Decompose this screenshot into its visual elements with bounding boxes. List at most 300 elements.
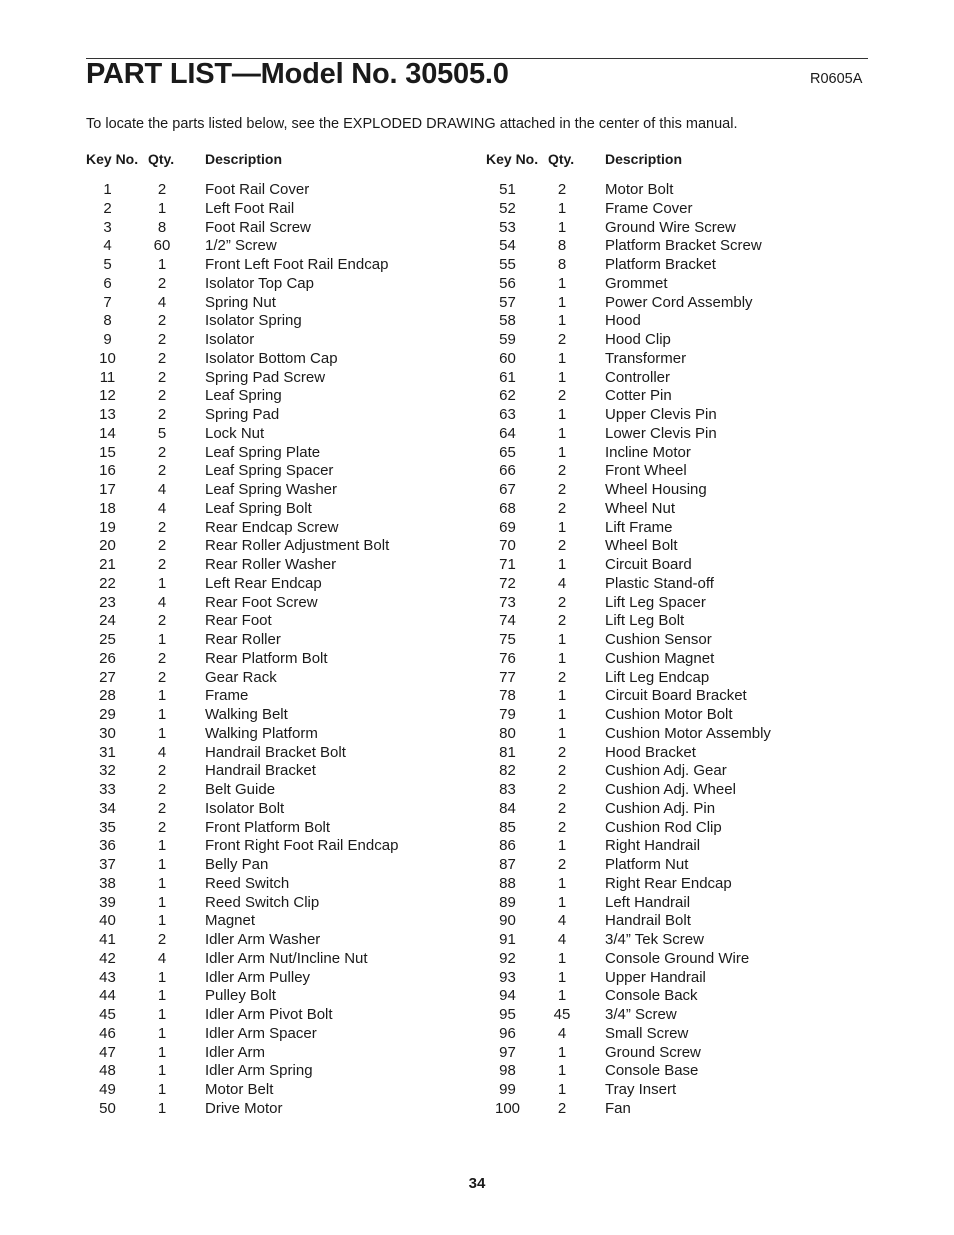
part-key-number: 10 <box>99 349 116 367</box>
part-key-number: 45 <box>99 1006 116 1023</box>
part-quantity: 2 <box>557 799 567 817</box>
part-key-number: 87 <box>499 856 516 873</box>
part-description: Right Handrail <box>605 837 701 855</box>
part-quantity: 2 <box>157 181 167 198</box>
part-key-number: 78 <box>499 687 516 705</box>
part-quantity: 1 <box>157 256 167 273</box>
part-quantity: 2 <box>157 349 167 367</box>
part-key-number: 22 <box>99 574 116 592</box>
part-quantity: 4 <box>157 293 167 311</box>
part-quantity: 1 <box>557 724 567 742</box>
part-description: Cushion Motor Bolt <box>605 706 733 723</box>
part-key-number: 15 <box>99 443 116 461</box>
part-key-number: 53 <box>499 218 516 236</box>
part-description: Motor Belt <box>205 1081 274 1098</box>
part-description: Cushion Adj. Pin <box>605 799 716 817</box>
part-description: Hood Bracket <box>605 743 696 761</box>
part-quantity: 2 <box>157 799 167 817</box>
part-quantity: 2 <box>157 818 167 836</box>
part-quantity: 1 <box>557 406 567 423</box>
part-key-number: 96 <box>499 1024 516 1042</box>
part-description: Handrail Bolt <box>605 912 691 930</box>
part-quantity: 1 <box>157 1062 167 1080</box>
part-description: Cushion Adj. Wheel <box>605 781 736 798</box>
part-quantity: 1 <box>157 893 167 911</box>
description-header: Description <box>605 151 683 167</box>
part-quantity: 1 <box>557 218 567 236</box>
part-quantity: 2 <box>557 612 567 630</box>
part-key-number: 6 <box>103 274 112 292</box>
part-quantity: 1 <box>157 837 167 855</box>
part-key-number: 52 <box>499 199 516 217</box>
part-quantity: 2 <box>557 499 567 517</box>
part-quantity: 1 <box>557 293 567 311</box>
part-description: Pulley Bolt <box>205 987 276 1005</box>
part-key-number: 4 <box>103 237 112 255</box>
part-quantity: 1 <box>557 274 567 292</box>
part-quantity: 1 <box>557 349 567 367</box>
part-description: Idler Arm <box>205 1043 266 1061</box>
part-quantity: 8 <box>157 218 167 236</box>
part-description: Belly Pan <box>205 856 269 873</box>
part-quantity: 2 <box>157 537 167 555</box>
part-quantity: 1 <box>557 874 567 892</box>
part-quantity: 8 <box>557 256 567 273</box>
part-quantity: 1 <box>557 1043 567 1061</box>
part-quantity: 1 <box>557 1062 567 1080</box>
part-description: Cotter Pin <box>605 387 672 405</box>
part-key-number: 80 <box>499 724 516 742</box>
part-description: Isolator Spring <box>205 312 302 330</box>
part-key-number: 33 <box>99 781 116 798</box>
part-description: Cushion Motor Assembly <box>605 724 771 742</box>
part-key-number: 73 <box>499 593 516 611</box>
part-description: Circuit Board <box>605 556 692 573</box>
part-quantity: 2 <box>557 462 567 480</box>
part-description: Front Wheel <box>605 462 687 480</box>
part-description: Left Rear Endcap <box>205 574 322 592</box>
part-quantity: 2 <box>557 387 567 405</box>
part-description: Foot Rail Screw <box>205 218 311 236</box>
part-quantity: 2 <box>557 537 567 555</box>
part-quantity: 2 <box>157 518 167 536</box>
part-key-number: 2 <box>103 199 112 217</box>
part-quantity: 4 <box>157 949 167 967</box>
part-description: Spring Pad <box>205 406 280 423</box>
part-description: Cushion Rod Clip <box>605 818 722 836</box>
part-key-number: 100 <box>494 1099 521 1117</box>
part-key-number: 11 <box>99 368 116 386</box>
part-key-number: 72 <box>499 574 516 592</box>
part-quantity: 1 <box>157 1099 167 1117</box>
part-quantity: 2 <box>157 406 167 423</box>
part-key-number: 66 <box>499 462 516 480</box>
part-key-number: 90 <box>499 912 516 930</box>
part-key-number: 16 <box>99 462 116 480</box>
part-key-number: 12 <box>99 387 116 405</box>
part-key-number: 7 <box>103 293 112 311</box>
part-key-number: 51 <box>499 181 516 198</box>
part-description: Grommet <box>605 274 668 292</box>
part-description: Tray Insert <box>605 1081 677 1098</box>
part-description: Lower Clevis Pin <box>605 424 717 442</box>
part-description: Rear Foot Screw <box>205 593 318 611</box>
part-quantity: 2 <box>157 931 167 948</box>
part-key-number: 50 <box>99 1099 116 1117</box>
part-description: Frame Cover <box>605 199 693 217</box>
part-key-number: 23 <box>99 593 116 611</box>
part-quantity: 1 <box>557 1081 567 1098</box>
part-description: Controller <box>605 368 671 386</box>
part-quantity: 1 <box>557 649 567 667</box>
part-description: Idler Arm Nut/Incline Nut <box>205 949 368 967</box>
part-key-number: 14 <box>99 424 116 442</box>
part-description: Wheel Housing <box>605 481 707 498</box>
part-quantity: 1 <box>157 724 167 742</box>
part-key-number: 77 <box>499 668 516 686</box>
part-description: Idler Arm Spring <box>205 1062 313 1080</box>
part-key-number: 67 <box>499 481 516 498</box>
part-description: Idler Arm Washer <box>205 931 321 948</box>
part-key-number: 18 <box>99 499 116 517</box>
part-key-number: 95 <box>499 1006 516 1023</box>
part-description: Platform Nut <box>605 856 689 873</box>
part-quantity: 5 <box>157 424 167 442</box>
part-description: Wheel Bolt <box>605 537 678 555</box>
part-quantity: 2 <box>157 762 167 780</box>
part-quantity: 2 <box>557 818 567 836</box>
part-quantity: 4 <box>157 499 167 517</box>
part-quantity: 1 <box>157 687 167 705</box>
part-description: Foot Rail Cover <box>205 181 310 198</box>
part-quantity: 2 <box>557 481 567 498</box>
part-description: Idler Arm Pivot Bolt <box>205 1006 333 1023</box>
part-quantity: 4 <box>157 593 167 611</box>
part-key-number: 38 <box>99 874 116 892</box>
part-key-number: 86 <box>499 837 516 855</box>
part-quantity: 2 <box>157 668 167 686</box>
description-header: Description <box>205 151 283 167</box>
part-description: Console Base <box>605 1062 699 1080</box>
part-key-number: 54 <box>499 237 516 255</box>
part-quantity: 1 <box>557 631 567 648</box>
part-description: Isolator Bolt <box>205 799 285 817</box>
part-description: Spring Nut <box>205 293 276 311</box>
part-key-number: 17 <box>99 481 116 498</box>
part-description: Cushion Magnet <box>605 649 715 667</box>
part-description: Lock Nut <box>205 424 265 442</box>
qty-header: Qty. <box>548 151 575 167</box>
document-code: R0605A <box>810 71 863 87</box>
part-quantity: 2 <box>157 368 167 386</box>
part-quantity: 1 <box>157 631 167 648</box>
part-description: Front Right Foot Rail Endcap <box>205 837 399 855</box>
part-description: Power Cord Assembly <box>605 293 753 311</box>
part-description: Hood Clip <box>605 331 671 348</box>
part-description: Right Rear Endcap <box>605 874 732 892</box>
part-quantity: 4 <box>557 1024 567 1042</box>
part-quantity: 2 <box>557 762 567 780</box>
part-quantity: 1 <box>557 556 567 573</box>
part-key-number: 75 <box>499 631 516 648</box>
part-description: Magnet <box>205 912 256 930</box>
part-description: Circuit Board Bracket <box>605 687 747 705</box>
part-quantity: 1 <box>157 912 167 930</box>
part-key-number: 5 <box>103 256 112 273</box>
part-key-number: 64 <box>499 424 516 442</box>
part-quantity: 60 <box>153 237 171 255</box>
part-description: Isolator <box>205 331 255 348</box>
part-description: Leaf Spring Bolt <box>205 499 312 517</box>
part-description: Transformer <box>605 349 687 367</box>
part-quantity: 1 <box>557 199 567 217</box>
part-description: Idler Arm Spacer <box>205 1024 317 1042</box>
part-key-number: 35 <box>99 818 116 836</box>
part-description: Gear Rack <box>205 668 277 686</box>
part-key-number: 31 <box>99 743 116 761</box>
part-key-number: 19 <box>99 518 116 536</box>
part-key-number: 65 <box>499 443 516 461</box>
part-key-number: 25 <box>99 631 116 648</box>
part-key-number: 9 <box>103 331 112 348</box>
part-quantity: 2 <box>557 181 567 198</box>
part-quantity: 2 <box>157 462 167 480</box>
part-description: Upper Handrail <box>605 968 706 986</box>
part-key-number: 76 <box>499 649 516 667</box>
part-description: Rear Foot <box>205 612 272 630</box>
part-key-number: 48 <box>99 1062 116 1080</box>
part-key-number: 39 <box>99 893 116 911</box>
part-key-number: 21 <box>99 556 116 573</box>
part-quantity: 2 <box>157 649 167 667</box>
part-key-number: 71 <box>499 556 516 573</box>
part-key-number: 85 <box>499 818 516 836</box>
part-description: Isolator Bottom Cap <box>205 349 338 367</box>
part-quantity: 4 <box>157 743 167 761</box>
part-description: Belt Guide <box>205 781 276 798</box>
part-quantity: 1 <box>157 1006 167 1023</box>
key-no-header: Key No. <box>486 151 539 167</box>
part-key-number: 60 <box>499 349 516 367</box>
part-key-number: 55 <box>499 256 516 273</box>
part-key-number: 46 <box>99 1024 116 1042</box>
part-key-number: 56 <box>499 274 516 292</box>
key-no-header: Key No. <box>86 151 139 167</box>
part-quantity: 1 <box>557 424 567 442</box>
part-description: Drive Motor <box>205 1099 283 1117</box>
part-key-number: 69 <box>499 518 516 536</box>
part-description: Walking Belt <box>205 706 288 723</box>
part-key-number: 47 <box>99 1043 116 1061</box>
part-key-number: 41 <box>99 931 116 948</box>
part-key-number: 68 <box>499 499 516 517</box>
part-description: Reed Switch Clip <box>205 893 320 911</box>
part-quantity: 1 <box>157 1081 167 1098</box>
part-description: Upper Clevis Pin <box>605 406 717 423</box>
part-quantity: 2 <box>157 443 167 461</box>
part-quantity: 1 <box>557 518 567 536</box>
part-quantity: 1 <box>157 1043 167 1061</box>
part-quantity: 2 <box>157 612 167 630</box>
part-key-number: 98 <box>499 1062 516 1080</box>
part-key-number: 37 <box>99 856 116 873</box>
part-quantity: 1 <box>557 893 567 911</box>
part-description: Ground Screw <box>605 1043 701 1061</box>
part-description: Hood <box>605 312 641 330</box>
part-key-number: 34 <box>99 799 116 817</box>
part-quantity: 1 <box>557 949 567 967</box>
part-key-number: 32 <box>99 762 116 780</box>
part-quantity: 1 <box>557 837 567 855</box>
part-key-number: 81 <box>499 743 516 761</box>
part-description: Idler Arm Pulley <box>205 968 311 986</box>
part-description: Cushion Sensor <box>605 631 712 648</box>
intro-text: To locate the parts listed below, see the EXPLODED DRAWING attached in the center of this manual. <box>86 116 738 132</box>
part-key-number: 62 <box>499 387 516 405</box>
part-key-number: 83 <box>499 781 516 798</box>
part-quantity: 1 <box>157 987 167 1005</box>
part-key-number: 57 <box>499 293 516 311</box>
part-description: Walking Platform <box>205 724 318 742</box>
part-key-number: 27 <box>99 668 116 686</box>
part-key-number: 74 <box>499 612 516 630</box>
part-key-number: 79 <box>499 706 516 723</box>
part-key-number: 58 <box>499 312 516 330</box>
part-key-number: 43 <box>99 968 116 986</box>
part-description: Rear Endcap Screw <box>205 518 339 536</box>
part-key-number: 26 <box>99 649 116 667</box>
part-quantity: 4 <box>557 912 567 930</box>
part-description: Plastic Stand-off <box>605 574 714 592</box>
part-key-number: 88 <box>499 874 516 892</box>
part-key-number: 99 <box>499 1081 516 1098</box>
part-description: 3/4” Screw <box>605 1006 677 1023</box>
part-key-number: 28 <box>99 687 116 705</box>
part-key-number: 82 <box>499 762 516 780</box>
part-quantity: 2 <box>157 331 167 348</box>
part-quantity: 1 <box>557 706 567 723</box>
part-key-number: 36 <box>99 837 116 855</box>
part-description: Lift Frame <box>605 518 673 536</box>
part-description: Lift Leg Bolt <box>605 612 685 630</box>
part-key-number: 97 <box>499 1043 516 1061</box>
part-quantity: 1 <box>157 706 167 723</box>
part-description: Console Back <box>605 987 698 1005</box>
part-description: Leaf Spring Spacer <box>205 462 334 480</box>
part-description: Front Platform Bolt <box>205 818 331 836</box>
part-key-number: 40 <box>99 912 116 930</box>
part-description: Frame <box>205 687 249 705</box>
part-description: Lift Leg Spacer <box>605 593 706 611</box>
part-key-number: 92 <box>499 949 516 967</box>
part-quantity: 45 <box>553 1006 571 1023</box>
part-key-number: 84 <box>499 799 516 817</box>
part-description: Handrail Bracket <box>205 762 316 780</box>
part-quantity: 1 <box>557 968 567 986</box>
part-description: Reed Switch <box>205 874 290 892</box>
part-quantity: 1 <box>157 199 167 217</box>
part-description: Spring Pad Screw <box>205 368 326 386</box>
part-description: Lift Leg Endcap <box>605 668 710 686</box>
part-description: Ground Wire Screw <box>605 218 736 236</box>
part-description: Platform Bracket Screw <box>605 237 762 255</box>
part-description: Leaf Spring Washer <box>205 481 338 498</box>
qty-header: Qty. <box>148 151 175 167</box>
part-key-number: 24 <box>99 612 116 630</box>
part-key-number: 49 <box>99 1081 116 1098</box>
part-quantity: 1 <box>157 968 167 986</box>
part-key-number: 94 <box>499 987 516 1005</box>
part-description: Console Ground Wire <box>605 949 750 967</box>
part-description: Incline Motor <box>605 443 691 461</box>
part-description: Leaf Spring Plate <box>205 443 321 461</box>
part-quantity: 1 <box>557 443 567 461</box>
part-key-number: 61 <box>499 368 516 386</box>
part-description: Cushion Adj. Gear <box>605 762 727 780</box>
part-quantity: 1 <box>157 856 167 873</box>
part-description: Rear Roller Washer <box>205 556 337 573</box>
page-number: 34 <box>468 1175 486 1192</box>
part-description: Isolator Top Cap <box>205 274 314 292</box>
part-quantity: 2 <box>157 387 167 405</box>
part-key-number: 8 <box>103 312 112 330</box>
part-description: Wheel Nut <box>605 499 676 517</box>
part-description: Rear Platform Bolt <box>205 649 328 667</box>
part-quantity: 2 <box>157 312 167 330</box>
part-description: Rear Roller <box>205 631 281 648</box>
part-key-number: 30 <box>99 724 116 742</box>
part-quantity: 1 <box>557 687 567 705</box>
part-key-number: 44 <box>99 987 116 1005</box>
part-quantity: 2 <box>557 856 567 873</box>
part-key-number: 13 <box>99 406 116 423</box>
part-key-number: 1 <box>103 181 112 198</box>
part-description: Front Left Foot Rail Endcap <box>205 256 389 273</box>
part-key-number: 29 <box>99 706 116 723</box>
part-description: 3/4” Tek Screw <box>605 931 704 948</box>
page-title: PART LIST—Model No. 30505.0 <box>86 58 509 90</box>
part-description: Platform Bracket <box>605 256 716 273</box>
part-description: Small Screw <box>605 1024 689 1042</box>
part-key-number: 63 <box>499 406 516 423</box>
part-key-number: 42 <box>99 949 116 967</box>
part-quantity: 1 <box>557 312 567 330</box>
part-key-number: 93 <box>499 968 516 986</box>
part-description: Rear Roller Adjustment Bolt <box>205 537 390 555</box>
part-quantity: 4 <box>157 481 167 498</box>
part-description: Handrail Bracket Bolt <box>205 743 346 761</box>
part-quantity: 8 <box>557 237 567 255</box>
part-quantity: 2 <box>557 331 567 348</box>
part-description: Left Handrail <box>605 893 691 911</box>
part-quantity: 2 <box>557 593 567 611</box>
part-quantity: 1 <box>557 368 567 386</box>
part-description: Left Foot Rail <box>205 199 295 217</box>
part-quantity: 1 <box>157 574 167 592</box>
part-description: Leaf Spring <box>205 387 282 405</box>
part-description: Fan <box>605 1099 631 1117</box>
part-quantity: 2 <box>557 781 567 798</box>
part-key-number: 70 <box>499 537 516 555</box>
part-quantity: 2 <box>557 743 567 761</box>
part-quantity: 1 <box>157 874 167 892</box>
part-quantity: 1 <box>557 987 567 1005</box>
part-quantity: 4 <box>557 931 567 948</box>
part-description: Motor Bolt <box>605 181 674 198</box>
part-quantity: 2 <box>557 668 567 686</box>
part-description: 1/2” Screw <box>205 237 277 255</box>
part-key-number: 20 <box>99 537 116 555</box>
